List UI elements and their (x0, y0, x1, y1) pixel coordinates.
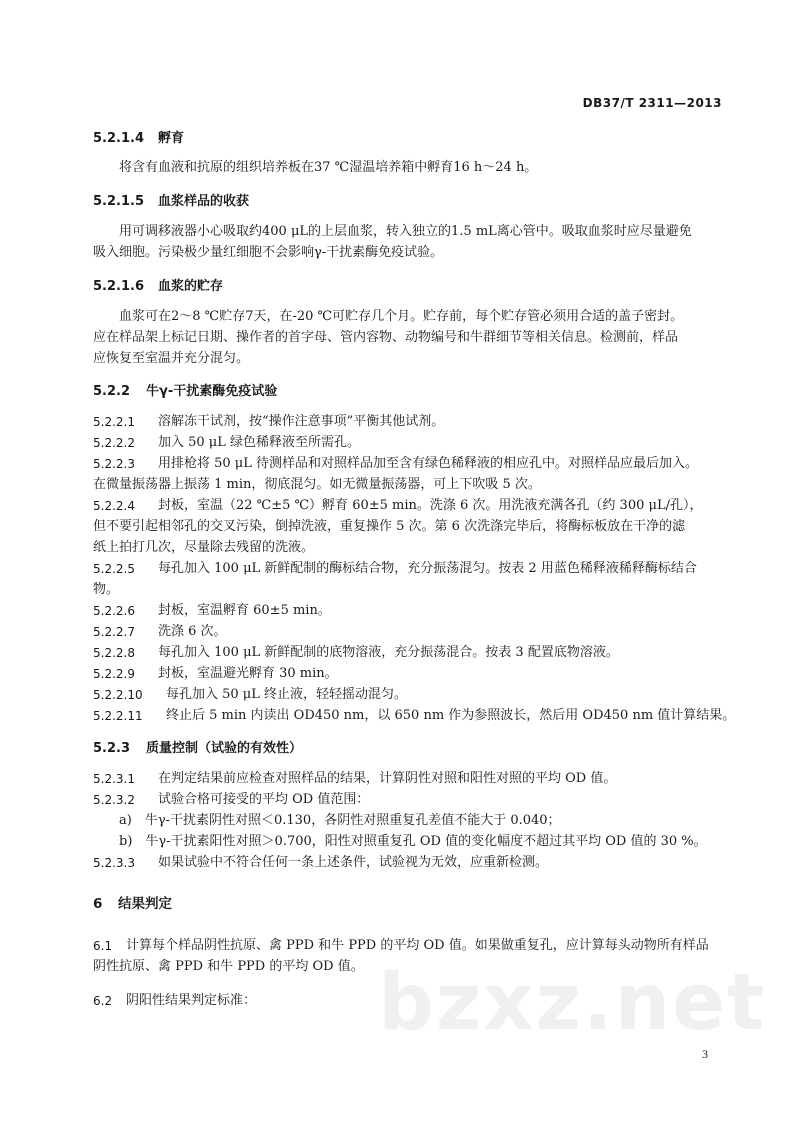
clause-number: 5.2.2.7 (93, 625, 135, 639)
line-text: 溶解冻干试剂，按“操作注意事项”平衡其他试剂。 (158, 414, 445, 429)
line-text: 用可调移液器小心吸取约400 μL的上层血浆，转入独立的1.5 mL离心管中。吸取血浆时应尽量避免 (119, 224, 692, 239)
clause-number: 5.2.2.10 (93, 688, 143, 702)
line-text: 封板，室温孵育 60±5 min。 (158, 603, 331, 618)
clause-number: 6.2 (93, 994, 113, 1008)
line-text: 封板，室温避光孵育 30 min。 (158, 666, 338, 681)
clause-number: 5.2.2 (93, 384, 131, 399)
clause-number: 6 (93, 896, 103, 912)
clause-number: 5.2.2.2 (93, 436, 135, 450)
line-text: 但不要引起相邻孔的交叉污染，倒掉洗液，重复操作 5 次。第 6 次洗涤完毕后，将酶标板放在干净的滤 (93, 519, 686, 534)
clause-number: 5.2.2.6 (93, 604, 135, 618)
line-text: a) 牛γ-干扰素阴性对照＜0.130，各阴性对照重复孔差值不能大于 0.040； (119, 813, 561, 828)
clause-number: 5.2.3 (93, 741, 131, 756)
line-text: 在判定结果前应检查对照样品的结果，计算阴性对照和阳性对照的平均 OD 值。 (158, 771, 617, 786)
heading-text: 血浆的贮存 (158, 279, 224, 294)
clause-number: 5.2.2.8 (93, 646, 135, 660)
line-text: 每孔加入 100 μL 新鲜配制的底物溶液，充分振荡混合。按表 3 配置底物溶液。 (158, 645, 619, 660)
line-text: 应在样品架上标记日期、操作者的首字母、管内容物、动物编号和牛群细节等相关信息。检测前，样品 (93, 330, 679, 345)
clause-number: 5.2.2.4 (93, 499, 135, 513)
clause-number: 5.2.2.3 (93, 457, 135, 471)
clause-number: 5.2.2.5 (93, 562, 135, 576)
clause-number: 5.2.2.1 (93, 415, 135, 429)
heading-text: 质量控制（试验的有效性） (146, 741, 303, 756)
line-text: 吸入细胞。污染极少量红细胞不会影响γ-干扰素酶免疫试验。 (93, 245, 444, 260)
clause-number: 5.2.1.6 (93, 279, 144, 294)
line-text: 洗涤 6 次。 (158, 624, 227, 639)
clause-number: 5.2.3.1 (93, 772, 135, 786)
line-text: 如果试验中不符合任何一条上述条件，试验视为无效，应重新检测。 (158, 855, 549, 870)
line-text: 阴阳性结果判定标准： (126, 993, 257, 1008)
line-text: 物。 (93, 582, 120, 597)
clause-number: 5.2.2.9 (93, 667, 135, 681)
line-text: 阴性抗原、禽 PPD 和牛 PPD 的平均 OD 值。 (93, 959, 364, 974)
line-text: 每孔加入 50 μL 终止液，轻轻摇动混匀。 (166, 687, 408, 702)
line-text: 在微量振荡器上振荡 1 min，彻底混匀。如无微量振荡器，可上下吹吸 5 次。 (93, 477, 541, 492)
heading-text: 孵育 (158, 131, 185, 146)
clause-number: 5.2.3.2 (93, 793, 135, 807)
line-text: 将含有血液和抗原的组织培养板在37 ℃湿温培养箱中孵育16 h～24 h。 (119, 160, 538, 175)
line-text: b) 牛γ-干扰素阳性对照＞0.700，阳性对照重复孔 OD 值的变化幅度不超过其平均 OD 值的 30 %。 (119, 834, 707, 849)
heading-text: 血浆样品的收获 (158, 194, 250, 209)
watermark-text: bzxz.net (378, 958, 767, 1048)
line-text: 每孔加入 100 μL 新鲜配制的酶标结合物，充分振荡混匀。按表 2 用蓝色稀释液稀释酶标结合 (158, 561, 697, 576)
line-text: 纸上拍打几次，尽量除去残留的洗液。 (93, 540, 315, 555)
heading-text: 牛γ-干扰素酶免疫试验 (146, 384, 278, 399)
clause-number: 5.2.1.5 (93, 194, 144, 209)
line-text: 血浆可在2～8 ℃贮存7天，在-20 ℃可贮存几个月。贮存前，每个贮存管必须用合适的盖子密封。 (119, 309, 684, 324)
line-text: 加入 50 μL 绿色稀释液至所需孔。 (158, 435, 361, 450)
line-text: 终止后 5 min 内读出 OD450 nm，以 650 nm 作为参照波长，然后用 OD450 nm 值计算结果。 (166, 708, 736, 723)
clause-number: 5.2.1.4 (93, 131, 144, 146)
line-text: 用排枪将 50 μL 待测样品和对照样品加至含有绿色稀释液的相应孔中。对照样品应最后加入。 (158, 456, 699, 471)
line-text: 封板，室温（22 ℃±5 ℃）孵育 60±5 min。洗涤 6 次。用洗液充满各孔（约 300 μL/孔）， (158, 498, 703, 513)
line-text: 计算每个样品阴性抗原、禽 PPD 和牛 PPD 的平均 OD 值。如果做重复孔，应计算每头动物所有样品 (126, 938, 709, 953)
clause-number: 6.1 (93, 939, 113, 953)
clause-number: 5.2.3.3 (93, 856, 135, 870)
line-text: 试验合格可接受的平均 OD 值范围： (158, 792, 370, 807)
page-number: 3 (702, 1047, 708, 1061)
standard-code: DB37/T 2311—2013 (582, 96, 722, 110)
clause-number: 5.2.2.11 (93, 709, 143, 723)
line-text: 应恢复至室温并充分混匀。 (93, 351, 250, 366)
heading-text: 结果判定 (118, 896, 172, 912)
